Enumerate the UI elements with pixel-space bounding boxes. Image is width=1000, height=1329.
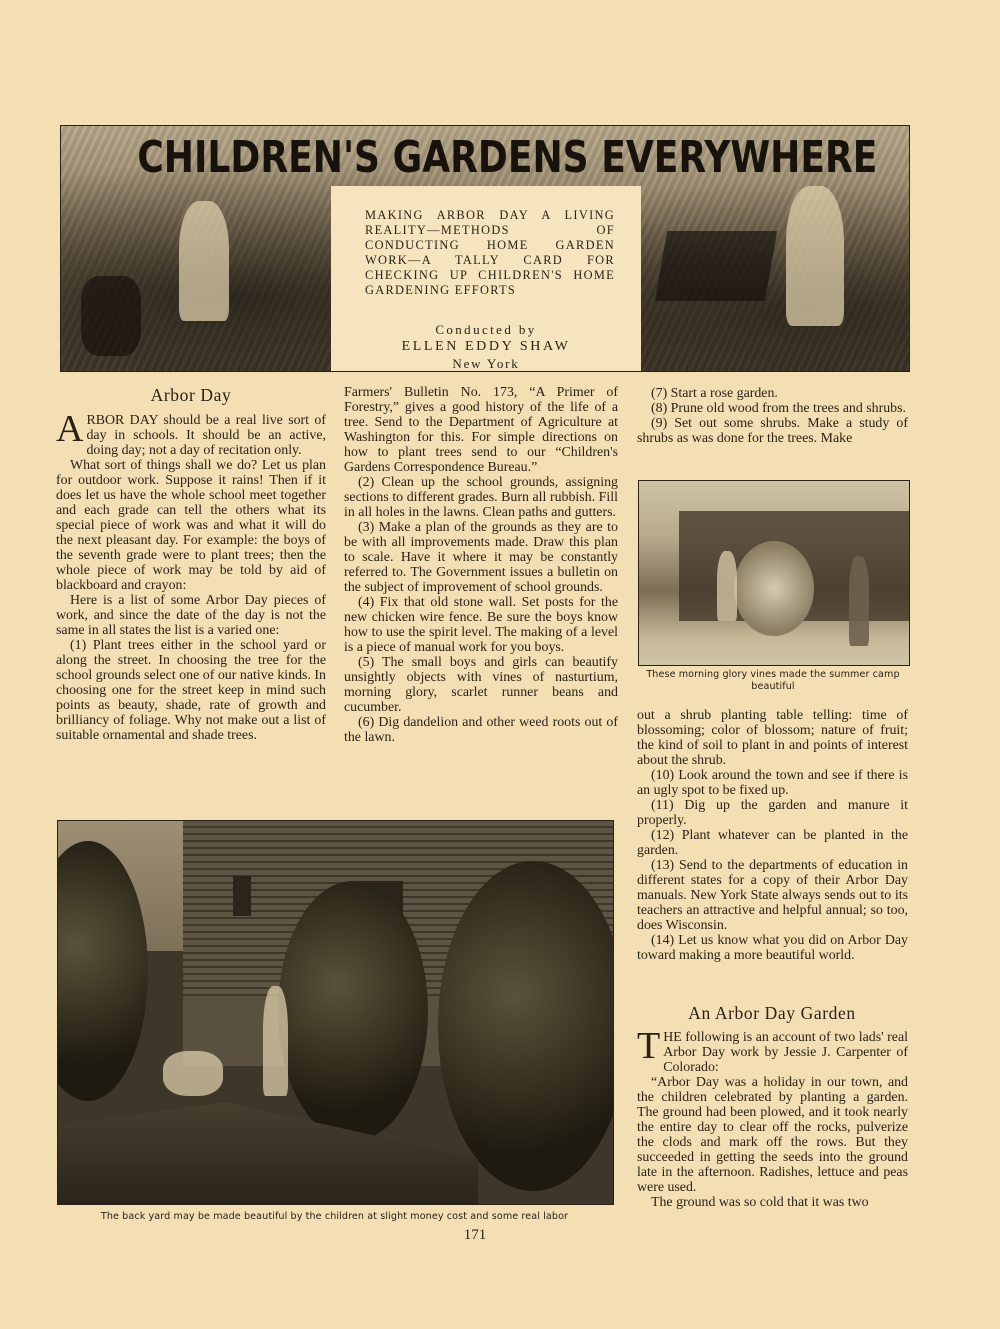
person-right-figure bbox=[849, 556, 869, 646]
deck-box bbox=[331, 186, 641, 371]
column-3-middle bbox=[637, 708, 908, 963]
column-1 bbox=[56, 408, 326, 743]
paragraph: What sort of things shall we do? Let us plan for outdoor work. Suppose it rains! Then if it does let us have the whole school meet together and each grade can tell the others what its special piece of work was and what it will do the next pleasant day. For example: the boys of the seventh grade were to plant trees; then the whole piece of work may be told by aid of blackboard and crayon: bbox=[56, 458, 326, 593]
author-location: New York bbox=[452, 356, 520, 371]
child-hoeing-figure bbox=[179, 201, 229, 321]
article-deck: MAKING ARBOR DAY A LIVING REALITY—METHODS OF CONDUCTING HOME GARDEN WORK—A TALLY CARD FOR CHECKING UP CHILDREN'S HOME GARDENING EFFORTS bbox=[365, 208, 615, 297]
paragraph bbox=[56, 408, 326, 458]
column-3-top bbox=[637, 386, 908, 446]
paragraph: (3) Make a plan of the grounds as they are to be with all improvements made. Draw this plan to scale. Have it where it may be constantly referred to. The Government issues a bulletin on the subject of improvement of school grounds. bbox=[344, 520, 618, 595]
back-yard-photo-caption: The back yard may be made beautiful by the children at slight money cost and some real labor bbox=[100, 1211, 569, 1222]
paragraph: (8) Prune old wood from the trees and shrubs. bbox=[651, 401, 906, 416]
section-heading-arbor-day-garden: An Arbor Day Garden bbox=[688, 1003, 856, 1023]
vines-shape bbox=[734, 541, 814, 636]
paragraph: (11) Dig up the garden and manure it properly. bbox=[637, 798, 908, 828]
paragraph-text: HE following is an account of two lads' real Arbor Day work by Jessie J. Carpenter of Colorado: bbox=[663, 1030, 908, 1075]
column-3-bottom bbox=[637, 1025, 908, 1210]
child-figure-left bbox=[81, 276, 141, 356]
paragraph: (5) The small boys and girls can beautify unsightly objects with vines of nasturtium, morning glory, scarlet runner beans and cucumber. bbox=[344, 655, 618, 715]
section-heading-arbor-day: Arbor Day bbox=[150, 385, 232, 405]
paragraph: Farmers' Bulletin No. 173, “A Primer of Forestry,” gives a good history of the life of a tree. Send to the Department of Agriculture at Washington for this. For simple directions on how to plant trees send to our “Children's Gardens Correspondence Bureau.” bbox=[344, 385, 618, 475]
paragraph: (6) Dig dandelion and other weed roots out of the lawn. bbox=[344, 715, 618, 745]
header-banner-photo bbox=[60, 125, 910, 372]
lawn-shape bbox=[58, 1091, 478, 1204]
person-left-figure bbox=[717, 551, 737, 621]
page-number: 171 bbox=[463, 1227, 487, 1243]
author-name: ELLEN EDDY SHAW bbox=[401, 339, 571, 354]
paragraph-text: RBOR DAY should be a real live sort of day in schools. It should be an active, doing day; not a day of recitation only. bbox=[86, 413, 326, 458]
children-sitting-figure bbox=[163, 1051, 223, 1096]
tall-plants-shape bbox=[438, 861, 614, 1191]
paragraph: (14) Let us know what you did on Arbor Day toward making a more beautiful world. bbox=[637, 933, 908, 963]
window-shape bbox=[233, 876, 251, 916]
page-title: CHILDREN'S GARDENS EVERYWHERE bbox=[137, 132, 878, 183]
summer-camp-photo bbox=[638, 480, 910, 666]
wheelbarrow-shape bbox=[655, 231, 777, 301]
paragraph: (2) Clean up the school grounds, assigning sections to different grades. Burn all rubbish. Fill in all holes in the lawns. Clean paths and gutters. bbox=[344, 475, 618, 520]
paragraph: (1) Plant trees either in the school yard or along the street. In choosing the tree for the school grounds select one of our native kinds. In choosing one for the street keep in mind such points as beauty, shade, rate of growth and brilliancy of foliage. Why not make out a list of suitable ornamental and shade trees. bbox=[56, 638, 326, 743]
camp-photo-caption: These morning glory vines made the summer camp beautiful bbox=[646, 669, 900, 692]
drop-cap: T bbox=[637, 1025, 661, 1067]
paragraph: Here is a list of some Arbor Day pieces of work, and since the date of the day is not the same in all states the list is a varied one: bbox=[56, 593, 326, 638]
paragraph: (9) Set out some shrubs. Make a study of shrubs as was done for the trees. Make bbox=[637, 416, 908, 446]
paragraph: (4) Fix that old stone wall. Set posts for the new chicken wire fence. Be sure the boys know how to use the spirit level. The making of a level is a piece of manual work for you boys. bbox=[344, 595, 618, 655]
paragraph: (12) Plant whatever can be planted in the garden. bbox=[637, 828, 908, 858]
paragraph bbox=[637, 1025, 908, 1075]
paragraph: out a shrub planting table telling: time of blossoming; color of blossom; nature of fruit; the kind of soil to plant in and points of interest about the shrub. bbox=[637, 708, 908, 768]
vine-foliage-shape bbox=[278, 881, 428, 1141]
drop-cap: A bbox=[56, 408, 84, 450]
child-with-wheelbarrow-figure bbox=[786, 186, 844, 326]
boy-standing-figure bbox=[263, 986, 288, 1096]
paragraph: (10) Look around the town and see if there is an ugly spot to be fixed up. bbox=[637, 768, 908, 798]
paragraph: “Arbor Day was a holiday in our town, and the children celebrated by planting a garden. The ground had been plowed, and it took nearly the entire day to clear off the rocks, pulverize the clods and mark off the rows. But they succeeded in getting the seeds into the ground late in the afternoon. Radishes, lettuce and peas were used. bbox=[637, 1075, 908, 1195]
conducted-by-label: Conducted by bbox=[435, 322, 537, 337]
paragraph: The ground was so cold that it was two bbox=[651, 1195, 869, 1210]
column-2 bbox=[344, 385, 618, 745]
paragraph: (7) Start a rose garden. bbox=[651, 386, 778, 401]
back-yard-photo bbox=[57, 820, 614, 1205]
paragraph: (13) Send to the departments of education in different states for a copy of their Arbor Day manuals. New York State always sends out to its teachers an attractive and helpful annual; so too, does Wisconsin. bbox=[637, 858, 908, 933]
